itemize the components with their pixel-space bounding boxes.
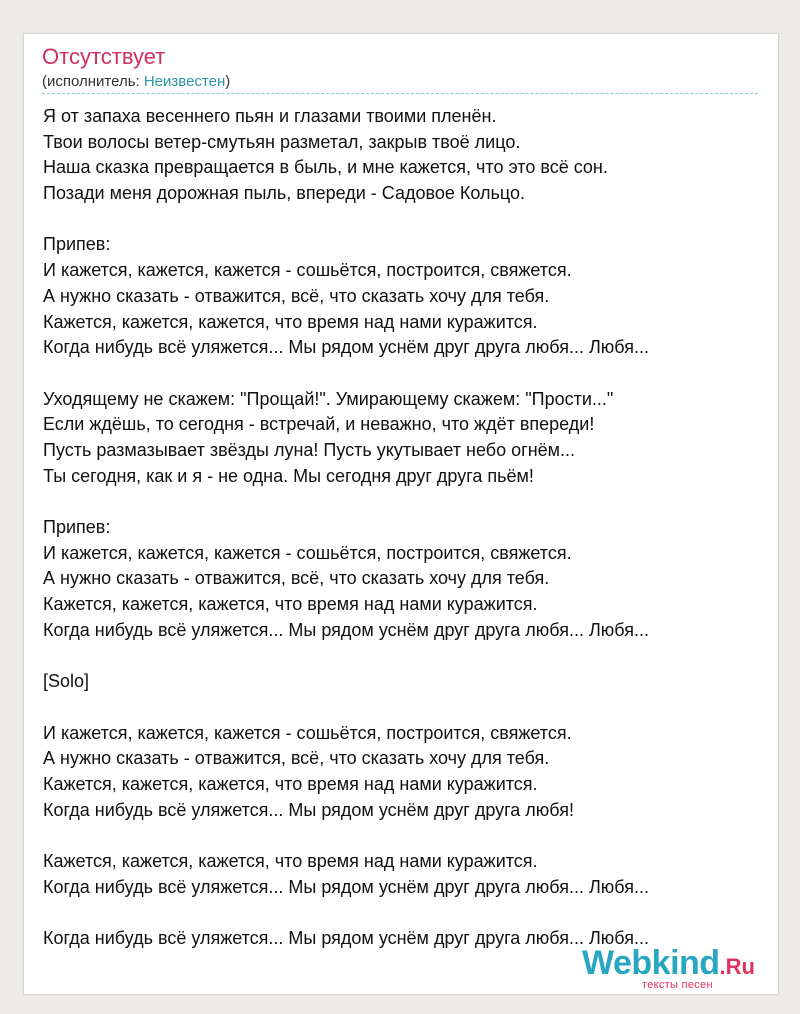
lyrics-line: Я от запаха весеннего пьян и глазами твоими пленён. [43,106,497,126]
lyrics-line: Твои волосы ветер-смутьян разметал, закрыв твоё лицо. [43,131,521,152]
lyrics-line: И кажется, кажется, кажется - сошьётся, построится, свяжется. [43,260,572,281]
site-logo[interactable] [582,944,755,991]
lyrics-line: Пусть размазывает звёзды луна! Пусть укутывает небо огнём... [43,439,576,460]
lyrics-line: Припев: [43,234,111,255]
lyrics-line: Припев: [43,517,111,537]
lyrics-line: Когда нибудь всё уляжется... Мы рядом уснём друг друга любя... Любя... [43,337,649,358]
lyrics-line: Наша сказка превращается в быль, и мне кажется, что это всё сон. [43,157,608,178]
artist-line [42,73,230,90]
lyrics-line: Кажется, кажется, кажется, что время над нами куражится. [43,311,538,332]
lyrics-line: А нужно сказать - отважится, всё, что сказать хочу для тебя. [43,748,550,769]
lyrics-blank-line [43,207,763,233]
lyrics-line: Когда нибудь всё уляжется... Мы рядом уснём друг друга любя... Любя... [43,619,649,640]
lyrics-line: Когда нибудь всё уляжется... Мы рядом уснём друг друга любя! [43,799,574,820]
artist-prefix: (исполнитель: [42,73,144,90]
lyrics-line: Позади меня дорожная пыль, впереди - Садовое Кольцо. [43,183,525,204]
lyrics-blank-line [43,695,763,721]
artist-link[interactable]: Неизвестен [143,73,226,90]
lyrics-blank-line [43,643,763,669]
lyrics-line: Кажется, кажется, кажется, что время над нами куражится. [43,594,538,615]
lyrics-line: Если ждёшь, то сегодня - встречай, и неважно, что ждёт впереди! [43,414,595,435]
logo-tagline: тексты песен [642,979,713,991]
lyrics-line: А нужно сказать - отважится, всё, что сказать хочу для тебя. [43,285,550,306]
lyrics-line: А нужно сказать - отважится, всё, что сказать хочу для тебя. [43,568,550,589]
lyrics-line: Ты сегодня, как и я - не одна. Мы сегодня друг друга пьём! [43,465,534,486]
lyrics-blank-line [43,900,763,926]
logo-brand: Webkind [582,944,720,982]
lyrics-blank-line [43,361,763,387]
lyrics-line: [Solo] [43,671,90,692]
lyrics-line: Когда нибудь всё уляжется... Мы рядом уснём друг друга любя... Любя... [43,928,649,948]
lyrics-text [43,104,763,952]
lyrics-line: Когда нибудь всё уляжется... Мы рядом уснём друг друга любя... Любя... [43,876,649,897]
lyrics-blank-line [43,489,763,515]
lyrics-line: И кажется, кажется, кажется - сошьётся, построится, свяжется. [43,722,572,743]
song-title: Отсутствует [42,44,166,69]
logo-tld: .Ru [719,954,755,979]
artist-suffix: ) [225,73,231,90]
lyrics-line: Уходящему не скажем: "Прощай!". Умирающему скажем: "Прости..." [43,388,614,409]
lyrics-line: И кажется, кажется, кажется - сошьётся, построится, свяжется. [43,542,572,563]
title-divider [42,93,758,94]
lyrics-line: Кажется, кажется, кажется, что время над нами куражится. [43,850,538,871]
lyrics-line: Кажется, кажется, кажется, что время над нами куражится. [43,773,538,794]
lyrics-blank-line [43,823,763,849]
